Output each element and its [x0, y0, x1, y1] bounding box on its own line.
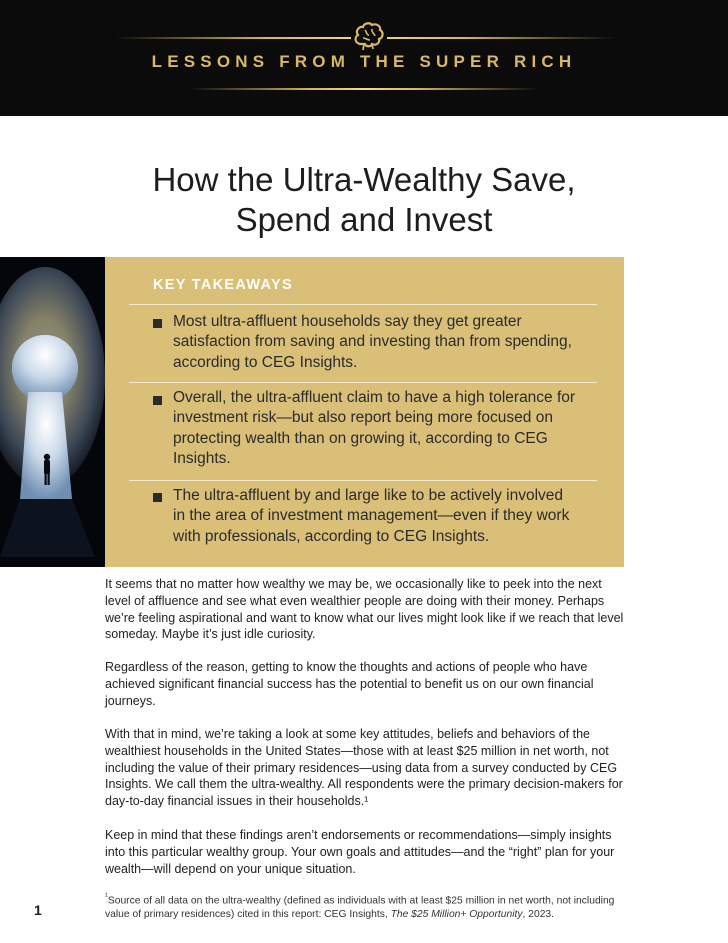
page-number: 1 — [34, 902, 42, 918]
divider — [129, 382, 597, 383]
footnote-report-title: The $25 Million+ Opportunity — [390, 908, 523, 920]
footnote-year: , 2023. — [522, 908, 555, 920]
footnote — [105, 890, 625, 921]
brain-icon — [351, 20, 387, 54]
divider — [129, 480, 597, 481]
gold-divider-bottom — [190, 88, 538, 90]
key-takeaways-box — [105, 257, 624, 567]
bullet-icon — [153, 319, 162, 328]
takeaway-item: Overall, the ultra-affluent claim to have a high tolerance for investment risk—but also report being more focused on protecting wealth than on growing it, according to CEG Insights. — [173, 389, 576, 468]
page-title-line1: How the Ultra-Wealthy Save, — [152, 161, 576, 198]
bullet-icon — [153, 396, 162, 405]
body-paragraph: Keep in mind that these findings aren’t endorsements or recommendations—simply insights into this particular wealthy group. Your own goals and attitudes—and the “right” plan for your wealth—will depend on your unique situation. — [105, 828, 615, 876]
banner-title: LESSONS FROM THE SUPER RICH — [151, 52, 577, 71]
body-paragraph: With that in mind, we’re taking a look at some key attitudes, beliefs and behaviors of the wealthiest households in the United States—those with at least $25 million in net worth, not including the value of their primary residences—using data from a survey conducted by CEG Insights. We call them the ultra-wealthy. All respondents were the primary decision-makers for day-to-day financial issues in their households.¹ — [105, 727, 623, 809]
header-banner — [0, 0, 728, 116]
keyhole-silhouette-image — [0, 257, 105, 567]
body-paragraph: Regardless of the reason, getting to know the thoughts and actions of people who have achieved significant financial success has the potential to benefit us on our own financial journeys. — [105, 660, 594, 708]
footnote-text: Source of all data on the ultra-wealthy (defined as individuals with at least $25 million in net worth, not including value of primary residences) cited in this report: CEG Insights, — [105, 895, 615, 920]
footnote-marker: ¹ — [105, 891, 108, 901]
page-title-line2: Spend and Invest — [235, 201, 493, 238]
body-paragraph: It seems that no matter how wealthy we may be, we occasionally like to peek into the next level of affluence and see what even wealthier people are doing with their money. Perhaps we’re feeling aspirational and want to know what our lives might look like if we reach that level someday. Maybe it’s just idle curiosity. — [105, 577, 624, 642]
bullet-icon — [153, 493, 162, 502]
takeaway-item: The ultra-affluent by and large like to be actively involved in the area of investment management—even if they work with professionals, according to CEG Insights. — [173, 487, 570, 545]
page-title — [0, 160, 728, 240]
divider — [129, 304, 597, 305]
takeaway-item: Most ultra-affluent households say they get greater satisfaction from saving and investing than from spending, according to CEG Insights. — [173, 313, 572, 371]
key-takeaways-heading: KEY TAKEAWAYS — [153, 277, 293, 293]
